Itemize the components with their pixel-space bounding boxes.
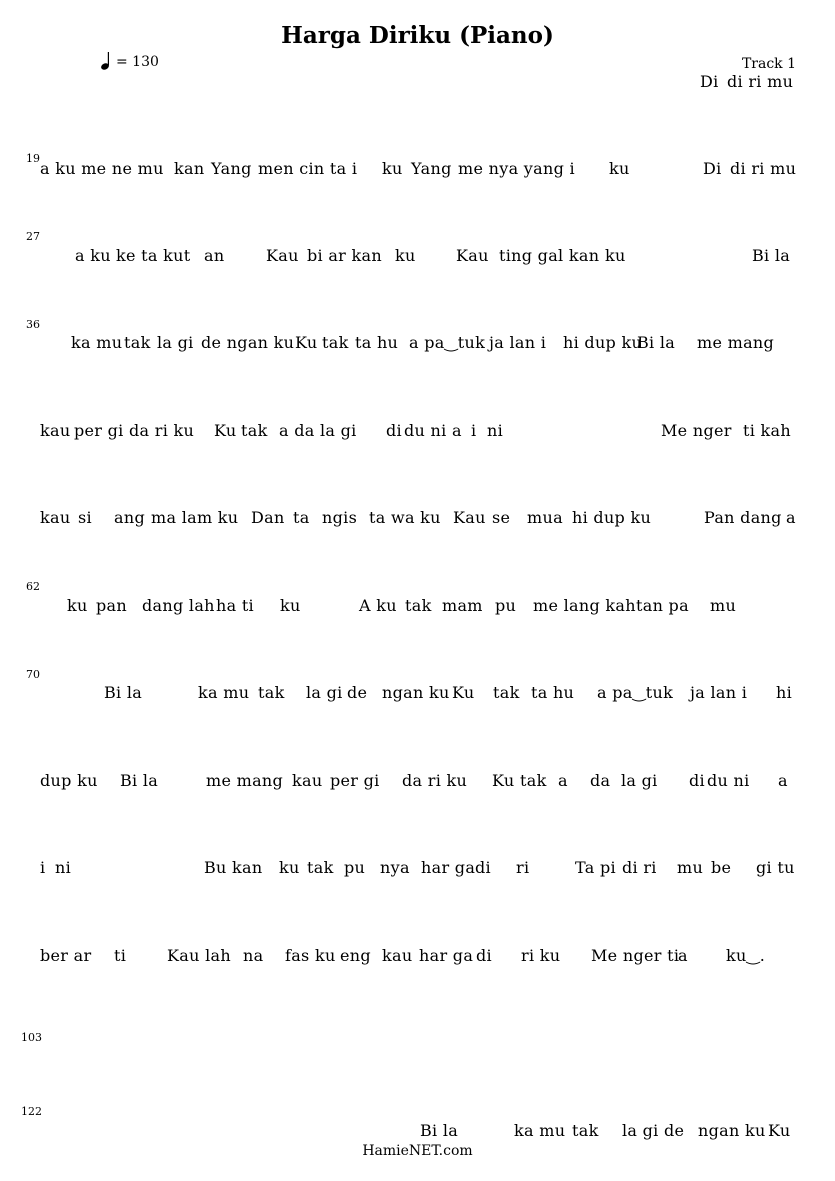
lyric-syllable: tak: [520, 771, 547, 790]
lyric-syllable: kau: [292, 771, 323, 790]
lyric-line: [0, 683, 835, 703]
lyric-syllable: ja lan i: [489, 333, 547, 352]
lyric-syllable: la gi: [306, 683, 343, 702]
lyric-line: [0, 421, 835, 441]
lyric-syllable: Ku: [768, 1121, 791, 1140]
lyric-syllable: mu: [677, 858, 704, 877]
lyric-syllable: A ku: [359, 596, 397, 615]
lyric-syllable: a: [786, 508, 796, 527]
lyric-syllable: hi dup ku: [572, 508, 652, 527]
lyric-syllable: har ga: [419, 946, 474, 965]
lyric-syllable: si: [78, 508, 92, 527]
lyric-syllable: da ri ku: [402, 771, 468, 790]
lyric-syllable: eng: [340, 946, 371, 965]
lyric-syllable: me mang: [697, 333, 775, 352]
lyric-syllable: ku: [280, 596, 301, 615]
lyric-syllable: Dan: [251, 508, 285, 527]
lyric-syllable: Bi la: [104, 683, 143, 702]
lyric-syllable: kau: [40, 508, 71, 527]
lyric-syllable: da: [590, 771, 611, 790]
lyric-syllable: ku: [67, 596, 88, 615]
lyric-syllable: a: [778, 771, 788, 790]
lyric-syllable: hi: [776, 683, 793, 702]
lyric-syllable: di ri: [622, 858, 657, 877]
lyric-syllable: la gi: [621, 771, 658, 790]
lyric-syllable: a ku me ne mu: [40, 159, 164, 178]
lyric-syllable: du ni: [707, 771, 750, 790]
lyric-syllable: ma lam ku: [151, 508, 239, 527]
lyric-syllable: Bi la: [752, 246, 791, 265]
lyric-syllable: pu: [344, 858, 366, 877]
lyric-syllable: di: [689, 771, 705, 790]
lyric-line: [0, 508, 835, 528]
lyric-syllable: de: [664, 1121, 685, 1140]
measure-number: 70: [26, 668, 40, 681]
footer-site: HamieNET.com: [362, 1143, 473, 1159]
lyric-syllable: ha ti: [216, 596, 254, 615]
lyric-syllable: ku: [395, 246, 416, 265]
lyric-syllable: Me nger ti: [591, 946, 680, 965]
lyric-syllable: du ni a: [404, 421, 462, 440]
lyric-syllable: ngis: [322, 508, 358, 527]
lyric-syllable: me lang kah: [533, 596, 636, 615]
lyric-syllable: ta hu: [355, 333, 399, 352]
measure-number: 27: [26, 230, 40, 243]
lyric-syllable: a da: [279, 421, 315, 440]
lyric-syllable: pu: [495, 596, 517, 615]
lyric-syllable: Ku: [214, 421, 237, 440]
lyric-syllable: tak: [124, 333, 151, 352]
lyric-syllable: ngan ku: [382, 683, 450, 702]
measure-number: 19: [26, 152, 40, 165]
measure-number: 62: [26, 580, 40, 593]
lyric-syllable: ang: [114, 508, 145, 527]
lyric-syllable: ri ku: [521, 946, 561, 965]
lyric-syllable: a: [558, 771, 568, 790]
lyric-syllable: Kau: [456, 246, 489, 265]
lyric-syllable: me mang: [206, 771, 284, 790]
lyric-syllable: ke ta kut: [116, 246, 191, 265]
lyric-line: [0, 858, 835, 878]
lyric-syllable: Bi la: [637, 333, 676, 352]
lyric-syllable: la gi: [320, 421, 357, 440]
lyric-syllable: per gi: [74, 421, 124, 440]
lyric-syllable: Bi la: [120, 771, 159, 790]
lyric-syllable: kau: [382, 946, 413, 965]
lyric-syllable: dang lah: [142, 596, 215, 615]
lyric-syllable: tak: [241, 421, 268, 440]
lyric-syllable: i: [40, 858, 46, 877]
lyric-syllable: mua: [527, 508, 563, 527]
lyric-syllable: tan pa: [636, 596, 689, 615]
lyric-syllable: ni: [487, 421, 504, 440]
lyric-syllable: an: [204, 246, 225, 265]
lyric-syllable: Bu kan: [204, 858, 263, 877]
measure-number: 36: [26, 318, 40, 331]
lyric-syllable: Di: [703, 159, 722, 178]
lyric-syllable: da ri ku: [129, 421, 195, 440]
lyric-syllable: kan: [174, 159, 205, 178]
lyric-syllable: Bi la: [420, 1121, 459, 1140]
lyric-syllable: se: [492, 508, 511, 527]
lyric-line: [0, 159, 835, 179]
lyric-syllable: di: [476, 946, 492, 965]
lyric-syllable: Pan dang: [704, 508, 782, 527]
lyric-syllable: ngan ku: [698, 1121, 766, 1140]
lyric-syllable: Yang: [411, 159, 452, 178]
lyric-syllable: har ga: [421, 858, 476, 877]
lyric-syllable: tak: [405, 596, 432, 615]
lyric-syllable: nya: [380, 858, 410, 877]
lyric-syllable: na: [243, 946, 264, 965]
lyric-syllable: Yang: [211, 159, 252, 178]
lyric-syllable: ku: [609, 159, 630, 178]
page-title: Harga Diriku (Piano): [281, 22, 554, 49]
lyric-syllable: ni: [55, 858, 72, 877]
lyric-syllable: Ta pi: [575, 858, 616, 877]
lyric-syllable: a pa‿tuk: [409, 333, 486, 352]
track-label: Track 1: [741, 56, 796, 72]
lyric-syllable: ti: [114, 946, 127, 965]
lyric-syllable: Ku: [295, 333, 318, 352]
lyric-syllable: de ngan ku: [201, 333, 295, 352]
lyric-syllable: ku: [279, 858, 300, 877]
lyric-syllable: dup ku: [40, 771, 98, 790]
measure-number: 103: [21, 1031, 42, 1044]
lyric-syllable: ta: [293, 508, 310, 527]
lyric-syllable: Kau: [453, 508, 486, 527]
lyric-line: [0, 246, 835, 266]
lyric-syllable: tak: [322, 333, 349, 352]
lyric-syllable: ri: [516, 858, 530, 877]
lyric-syllable: di: [386, 421, 402, 440]
lyric-syllable: de: [347, 683, 368, 702]
lyric-syllable: ta wa ku: [369, 508, 441, 527]
lyric-line: [0, 333, 835, 353]
lyric-syllable: men cin ta i: [258, 159, 358, 178]
lyric-syllable: Ku: [452, 683, 475, 702]
lyric-syllable: mu: [710, 596, 737, 615]
lyric-syllable: la gi: [622, 1121, 659, 1140]
lyric-syllable: tak: [307, 858, 334, 877]
lyric-syllable: ta hu: [531, 683, 575, 702]
lyric-line: [0, 771, 835, 791]
lyric-syllable: i: [471, 421, 477, 440]
lyric-syllable: ku‿.: [726, 946, 766, 965]
lyric-line: [0, 596, 835, 616]
lyric-syllable: ku: [605, 246, 626, 265]
lyric-line: [0, 72, 835, 92]
lyric-syllable: gi tu: [756, 858, 795, 877]
lyric-syllable: ka mu: [198, 683, 250, 702]
lyric-syllable: a pa‿tuk: [597, 683, 674, 702]
lyric-syllable: me nya yang i: [458, 159, 575, 178]
lyric-syllable: ting gal kan: [499, 246, 600, 265]
lyric-line: [0, 1121, 835, 1141]
lyric-syllable: be: [711, 858, 732, 877]
lyric-syllable: per gi: [330, 771, 380, 790]
lyric-syllable: Kau lah: [167, 946, 231, 965]
lyric-syllable: kau: [40, 421, 71, 440]
lyric-line: [0, 946, 835, 966]
lyric-syllable: ku: [382, 159, 403, 178]
lyric-syllable: tak: [258, 683, 285, 702]
lyric-syllable: tak: [572, 1121, 599, 1140]
lyric-syllable: tak: [493, 683, 520, 702]
quarter-note-icon: [100, 52, 114, 70]
lyric-syllable: di ri mu: [730, 159, 797, 178]
measure-number: 122: [21, 1105, 42, 1118]
lyric-syllable: la gi: [157, 333, 194, 352]
lyric-syllable: fas ku: [285, 946, 336, 965]
lyric-syllable: Ku: [492, 771, 515, 790]
lyric-syllable: ka mu: [71, 333, 123, 352]
lyric-syllable: hi dup ku: [563, 333, 643, 352]
lyric-syllable: a ku: [75, 246, 111, 265]
lyric-syllable: bi ar kan: [307, 246, 382, 265]
lyric-syllable: Me nger: [661, 421, 732, 440]
lyric-syllable: a: [678, 946, 688, 965]
lyric-syllable: di: [475, 858, 491, 877]
lyric-syllable: ka mu: [514, 1121, 566, 1140]
lyric-syllable: di ri mu: [727, 72, 794, 91]
lyric-syllable: ja lan i: [690, 683, 748, 702]
lyric-syllable: Kau: [266, 246, 299, 265]
lyric-syllable: mam: [442, 596, 483, 615]
lyric-syllable: Di: [700, 72, 719, 91]
lyric-syllable: ti kah: [743, 421, 791, 440]
lyric-syllable: pan: [96, 596, 127, 615]
lyric-syllable: ber ar: [40, 946, 92, 965]
tempo-marking: [100, 52, 159, 70]
tempo-value: = 130: [116, 54, 159, 70]
